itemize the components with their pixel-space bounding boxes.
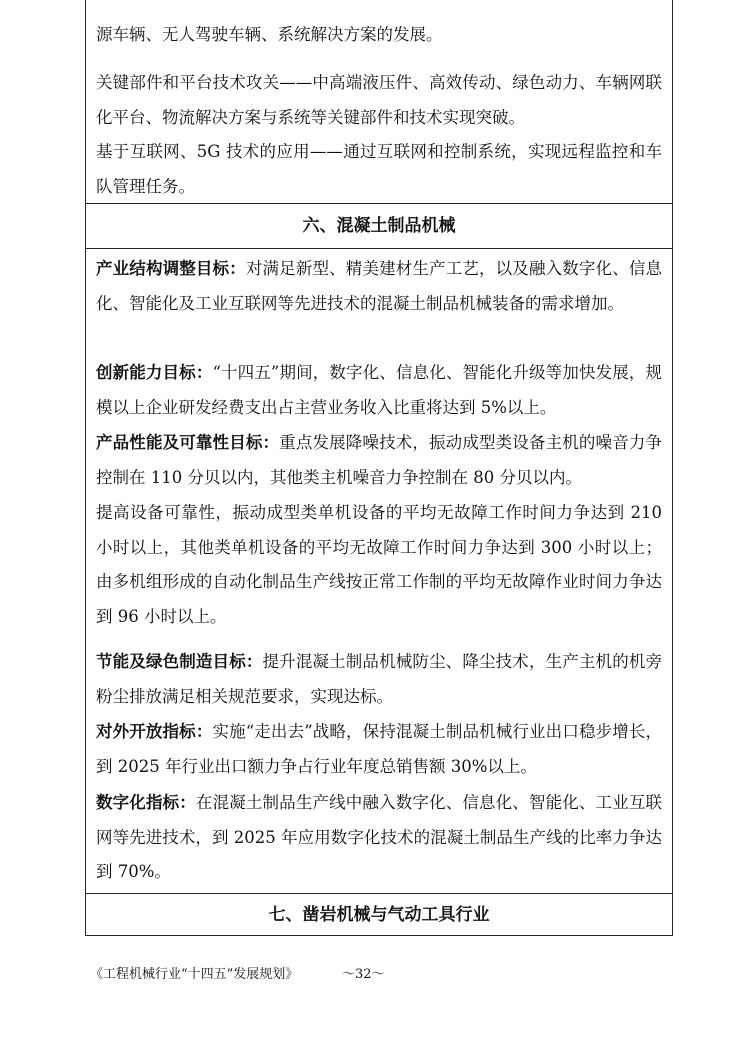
intro-paragraph-3: 基于互联网、5G 技术的应用——通过互联网和控制系统，实现远程监控和车队管理任务。 [96,142,662,196]
page-number: ～32～ [342,967,385,982]
item-lead-label: 产业结构调整目标： [96,259,246,278]
section-6-heading: 六、混凝土制品机械 [302,216,456,236]
section-6-item [96,252,662,321]
page-footer [0,963,750,983]
item-lead-label: 创新能力目标： [96,363,213,382]
footer-document-title: 《工程机械行业“十四五”发展规划》 [90,967,299,982]
section-6-item [96,645,662,714]
section-6-item [96,786,662,890]
section-7-heading: 七、凿岩机械与气动工具行业 [268,905,490,925]
section-6-item [96,356,662,425]
item-text: 提升混凝土制品机械防尘、降尘技术，生产主机的机旁粉尘排放满足相关规范要求，实现达标。 [96,652,663,706]
item-lead-label: 对外开放指标： [96,722,213,741]
section-6-item [96,496,662,634]
table-divider [86,248,672,249]
item-lead-label: 节能及绿色制造目标： [96,652,263,671]
item-text: 在混凝土制品生产线中融入数字化、信息化、智能化、工业互联网等先进技术，到 2025 年应用数字化技术的混凝土制品生产线的比率力争达到 70%。 [96,793,663,881]
section-6-item [96,426,662,495]
item-text: 重点发展降噪技术，振动成型类设备主机的噪音力争控制在 110 分贝以内，其他类主机噪音力争控制在 80 分贝以内。 [96,433,663,487]
item-lead-label: 数字化指标： [96,793,196,812]
item-lead-label: 产品性能及可靠性目标： [96,433,280,452]
document-table-frame [85,0,673,936]
section-6-item [96,715,662,784]
item-text: “十四五”期间，数字化、信息化、智能化升级等加快发展，规模以上企业研发经费支出占主营业务收入比重将达到 5%以上。 [96,363,662,417]
item-text: 提高设备可靠性，振动成型类单机设备的平均无故障工作时间力争达到 210 小时以上，其他类单机设备的平均无故障工作时间力争达到 300 小时以上；由多机组形成的自动化制品生产线按正常工作制的平均无故障作业时间力争达到 96 小时以上。 [96,503,662,626]
intro-paragraph-1: 源车辆、无人驾驶车辆、系统解决方案的发展。 [96,25,443,44]
item-text: 对满足新型、精美建材生产工艺，以及融入数字化、信息化、智能化及工业互联网等先进技术的混凝土制品机械装备的需求增加。 [96,259,663,313]
intro-paragraph-2: 关键部件和平台技术攻关——中高端液压件、高效传动、绿色动力、车辆网联化平台、物流解决方案与系统等关键部件和技术实现突破。 [96,73,662,127]
item-text: 实施“走出去”战略，保持混凝土制品机械行业出口稳步增长，到 2025 年行业出口额力争占行业年度总销售额 30%以上。 [96,722,662,776]
